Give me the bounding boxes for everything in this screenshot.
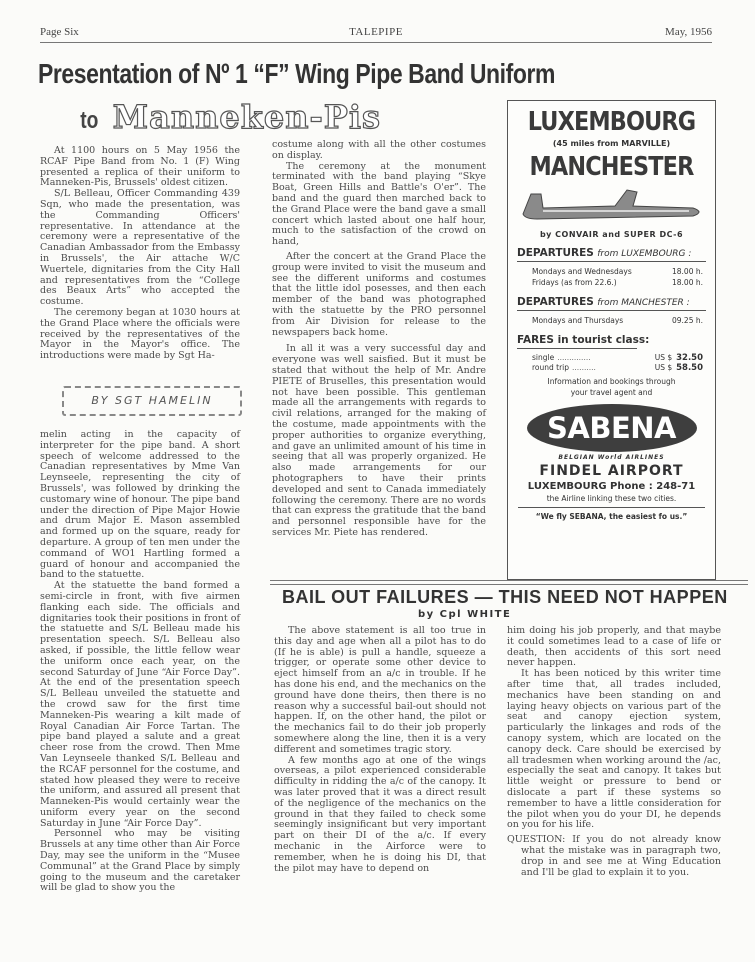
- ad-booking-info: Information and bookings through your travel agent and: [547, 377, 676, 397]
- article2-headline: BAIL OUT FAILURES — THIS NEED NOT HAPPEN: [282, 587, 728, 607]
- departures-label: DEPARTURES: [517, 247, 594, 259]
- article-column-1a: [40, 146, 240, 362]
- departures-from: from LUXEMBOURG :: [597, 249, 692, 259]
- schedule-time: 18.00 h.: [672, 267, 703, 276]
- publication-name: TALEPIPE: [349, 26, 403, 38]
- page-number: Page Six: [40, 26, 79, 38]
- schedule-row: [532, 315, 703, 326]
- schedule-days: Mondays and Thursdays: [532, 316, 624, 325]
- fare-dots: ..........: [572, 363, 596, 372]
- section-divider: [270, 580, 748, 585]
- issue-date: May, 1956: [665, 26, 712, 38]
- article2-column-1: [274, 626, 486, 874]
- departures-label: DEPARTURES: [517, 296, 594, 308]
- fare-type: single: [532, 353, 555, 362]
- ad-departures-manchester-heading: [517, 296, 706, 311]
- ad-city-manchester: MANCHESTER: [529, 152, 694, 182]
- question-paragraph: QUESTION: If you do not already know what the mistake was in paragraph two, drop in and see me at Wing Education and I'll be glad to explain it to you.: [507, 834, 721, 878]
- fare-price: 58.50: [676, 363, 703, 373]
- paragraph: The above statement is all too true in this day and age when all a pilot has to do (If he is able) is pull a handle, squeeze a trigger, or operate some other device to eject himself from an a/c in trouble. If he has done his end, and the mechanics on the ground have done theirs, then there is no reason why a successful bail-out should not happen. If, on the other hand, the pilot or the mechanics fail to do their job properly somewhere along the line, then it is a very different and sometimes tragic story.: [274, 625, 486, 755]
- article2-column-2: [507, 626, 721, 878]
- article-column-2: [272, 140, 486, 539]
- article2-byline: by Cpl WHITE: [418, 609, 512, 620]
- schedule-time: 09.25 h.: [672, 316, 703, 325]
- paragraph: melin acting in the capacity of interpreter for the pipe band. A short speech of welcome addressed to the Canadian representatives by Mme Van Leynseele, representing the city of Brussels', was followed by drinking the customary wine of honour. The pipe band under the direction of Pipe Major Howie and drum Major E. Mason assembled and formed up on the square, ready for departure. A group of ten men under the command of WO1 Hartling formed a guard of honour and accompanied the band to the statuette.: [40, 429, 240, 581]
- schedule-days: Mondays and Wednesdays: [532, 267, 632, 276]
- schedule-time: 18.00 h.: [672, 278, 703, 287]
- paragraph: It has been noticed by this writer time after time that, all trades included, mechanics have been standing on and laying heavy objects on various part of the seat and canopy ejection system, particularly the linkages and rods of the canopy system, which are located on the canopy deck. Care should be exercised by all tradesmen when working around the /ac, especially the seat and canopy. It takes but little weight or pressure to bend or dislocate a part if these systems so remember to have a little consideration for the pilot when you do your DI, he depends on you for his life.: [507, 668, 721, 831]
- paragraph: After the concert at the Grand Place the group were invited to visit the museum and see the different uniforms and costumes that the little idol posesses, and then each member of the band was photographed with the statuette by the PRO personnel from Air Division for release to the newspapers back home.: [272, 250, 486, 338]
- ad-city-luxembourg: LUXEMBOURG: [527, 107, 696, 137]
- paragraph: him doing his job properly, and that maybe it could sometimes lead to a case of life or death, then accidents of this sort need never happen.: [507, 625, 721, 669]
- paragraph: At the statuette the band formed a semi-circle in front, with five airmen flanking each side. The officials and dignitaries took their positions in front of the statuette and S/L Belleau made his presentation speech. S/L Belleau also asked, if possible, the little fellow wear the uniform once each year, on the second Saturday of June “Air Force Day”. At the end of the presentation speech S/L Belleau unveiled the statuette and the crowd saw for the first time Manneken-Pis wearing a kilt made of Royal Canadian Air Force Tartan. The pipe band played a salute and a great cheer rose from the crowd. Then Mme Van Leynseele thanked S/L Belleau and the RCAF personnel for the costume, and stated how pleased they were to receive the uniform, and assured all present that Manneken-Pis would certainly wear the uniform every year on the second Saturday in June “Air Force Day”.: [40, 580, 240, 829]
- fare-dots: ..............: [557, 353, 591, 362]
- ad-aircraft-types: by CONVAIR and SUPER DC-6: [539, 230, 684, 239]
- ad-phone: LUXEMBOURG Phone : 248-71: [527, 481, 696, 492]
- ad-slogan: “We fly SEBANA, the easiest fo us.”: [535, 512, 688, 521]
- ad-fares-heading: FARES in tourist class:: [517, 334, 637, 349]
- paragraph: The ceremony at the monument terminated with the band playing “Skye Boat, Green Hills and Battle's O'er”. The band and the guard then marched back to the Grand Place were the band gave a small concert which lasted about one half hour, much to the satisfaction of the crowd on hand,: [272, 160, 486, 248]
- fare-price: 32.50: [676, 353, 703, 363]
- paragraph: At 1100 hours on 5 May 1956 the RCAF Pipe Band from No. 1 (F) Wing presented a replica of their uniform to Manneken-Pis, Brussels' oldest citizen.: [40, 145, 240, 189]
- subhead-to: to: [80, 107, 99, 134]
- article-subheadline: [78, 98, 381, 136]
- airplane-icon: [517, 186, 707, 226]
- ad-city-note: (45 miles from MARVILLE): [552, 139, 671, 148]
- paragraph: costume along with all the other costumes on display.: [272, 139, 486, 161]
- schedule-row: [532, 277, 703, 288]
- paragraph: The ceremony began at 1030 hours at the Grand Place where the officials were received by the representatives of the Mayor in the Mayor's office. The introductions were made by Sgt Ha-: [40, 306, 240, 362]
- page-header: [40, 24, 712, 43]
- paragraph: In all it was a very successful day and everyone was well saisfied. But it must be stated that without the help of Mr. Andre PIETE of Bruselles, this presentation would not have been possible. This gentleman made all the arrangements with regards to civil relations, arranged for the making of the costume, made appointments with the proper authorities to organize everything, and gave an unlimited amount of his time in seeing that all was properly organized. He also made arrangements for our photographers to have their prints developed and sent to Canada immediately following the ceremony. There are no words that can express the gratitude that the band and personnel responsible have for the services Mr. Piete has rendered.: [272, 343, 486, 538]
- article-column-1b: [40, 430, 240, 894]
- airline-tagline: BELGIAN World AIRLINES: [558, 454, 665, 461]
- fare-currency: US $: [654, 363, 673, 372]
- paragraph: A few months ago at one of the wings overseas, a pilot experienced considerable difficulty in ridding the a/c of the canopy. It was later proved that it was a direct result of the negligence of the mechanics on the ground in that they failed to check some seemingly insignificant but very important part on their DI of the a/c. If every mechanic in the Airforce were to remember, when he is doing his DI, that the pilot may have to depend on: [274, 754, 486, 874]
- ad-link-text: the Airline linking these two cities.: [518, 494, 705, 508]
- subhead-manneken-pis: Manneken-Pis: [112, 98, 382, 136]
- ad-departures-luxembourg-heading: [517, 247, 706, 262]
- departures-from: from MANCHESTER :: [597, 298, 690, 308]
- paragraph: S/L Belleau, Officer Commanding 439 Sqn, who made the presentation, was the Commanding Officers' representative. In attendance at the ceremony were a representative of the Canadian Ambassador from the Embassy in Brussels', the Air attache W/C Wuertele, dignitaries from the City Hall and representatives from the “College des Beaux Arts” who accepted the costume.: [40, 188, 240, 308]
- byline-box: BY SGT HAMELIN: [62, 386, 242, 416]
- sabena-logo: SABENA: [527, 404, 697, 452]
- fare-row: [532, 363, 703, 373]
- schedule-row: [532, 266, 703, 277]
- fare-type: round trip: [532, 363, 570, 372]
- fare-row: [532, 353, 703, 363]
- fare-currency: US $: [654, 353, 673, 362]
- article-headline: Presentation of Nº 1 “F” Wing Pipe Band Uniform: [38, 58, 556, 89]
- paragraph: Personnel who may be visiting Brussels at any time other than Air Force Day, may see the uniform in the “Musee Communal” at the Grand Place by simply going to the museum and the caretaker will be glad to show you the: [40, 828, 240, 894]
- schedule-days: Fridays (as from 22.6.): [532, 278, 617, 287]
- ad-airport: FINDEL AIRPORT: [539, 463, 684, 479]
- sabena-advertisement: [507, 100, 716, 580]
